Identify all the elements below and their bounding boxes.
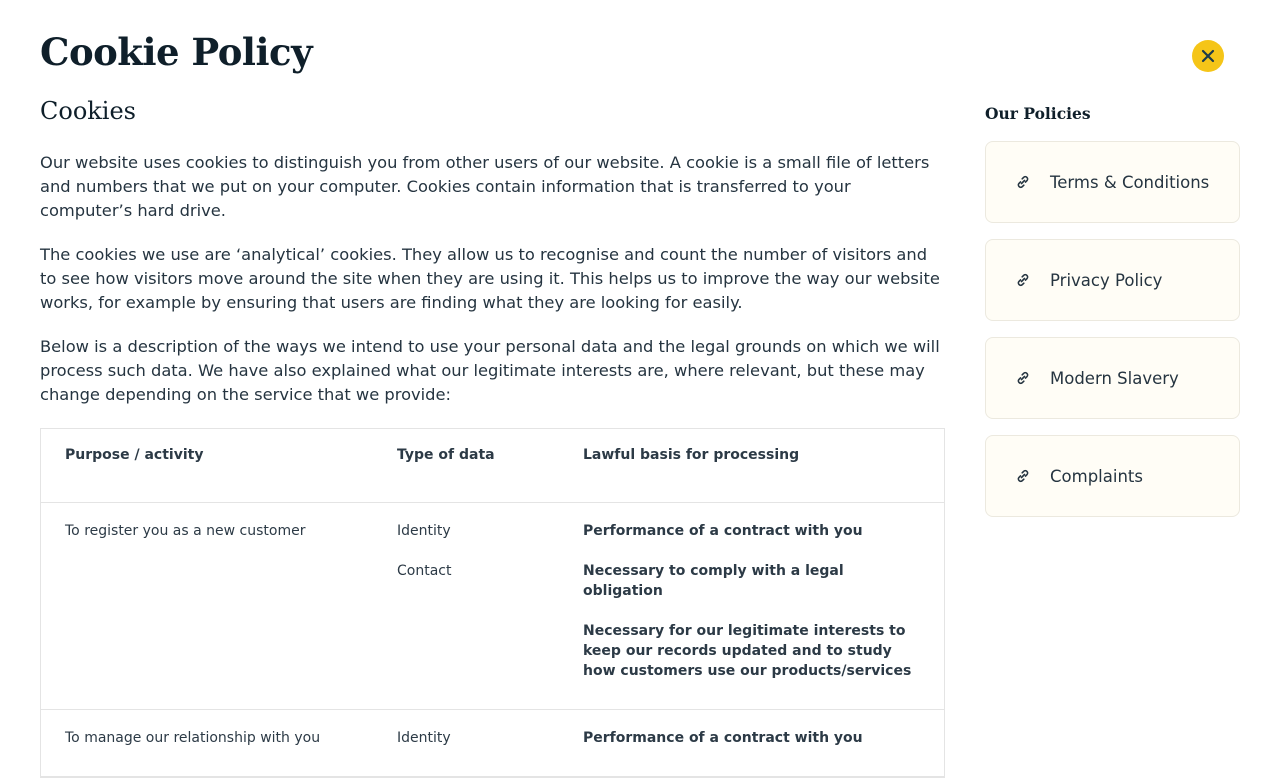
close-icon <box>1201 49 1215 63</box>
link-icon <box>1014 369 1032 387</box>
data-type: Contact <box>397 563 452 579</box>
paragraph: Below is a description of the ways we intend to use your personal data and the legal grounds on which we will process such data. We have also explained what our legitimate interests are, where relevant, but these may change depending on the service that we provide: <box>40 337 940 404</box>
data-processing-table <box>40 428 945 778</box>
column-header-purpose: Purpose / activity <box>65 447 204 463</box>
page-title: Cookie Policy <box>40 30 313 74</box>
data-type-cell <box>397 521 583 681</box>
purpose-cell <box>41 728 397 748</box>
policy-link-label: Modern Slavery <box>1050 368 1179 388</box>
policy-content <box>40 151 945 427</box>
link-icon <box>1014 467 1032 485</box>
policy-link-modern-slavery[interactable] <box>985 337 1240 419</box>
sidebar-title: Our Policies <box>985 104 1091 123</box>
column-header-type: Type of data <box>397 447 495 463</box>
policies-sidebar <box>985 104 1240 533</box>
data-type-cell <box>397 728 583 748</box>
policy-link-label: Terms & Conditions <box>1050 172 1210 192</box>
paragraph: Our website uses cookies to distinguish you from other users of our website. A cookie is a small file of letters and numbers that we put on your computer. Cookies contain information that is transferred to your computer’s hard drive. <box>40 153 930 220</box>
purpose-cell <box>41 521 397 681</box>
policy-link-label: Complaints <box>1050 466 1143 486</box>
lawful-basis: Performance of a contract with you <box>583 523 863 539</box>
lawful-basis-cell <box>583 521 944 681</box>
lawful-basis: Necessary for our legitimate interests to keep our records updated and to study how customers use our products/services <box>583 623 912 679</box>
data-type: Identity <box>397 730 451 746</box>
column-header-lawful-basis: Lawful basis for processing <box>583 447 800 463</box>
purpose-text: To register you as a new customer <box>65 523 306 539</box>
policy-link-complaints[interactable] <box>985 435 1240 517</box>
policy-link-privacy[interactable] <box>985 239 1240 321</box>
table-header-row <box>41 429 944 503</box>
link-icon <box>1014 271 1032 289</box>
data-type: Identity <box>397 523 451 539</box>
paragraph: The cookies we use are ‘analytical’ cookies. They allow us to recognise and count the number of visitors and to see how visitors move around the site when they are using it. This helps us to improve the way our website works, for example by ensuring that users are finding what they are looking for easily. <box>40 245 940 312</box>
purpose-text: To manage our relationship with you <box>65 730 321 746</box>
close-button[interactable] <box>1192 40 1224 72</box>
lawful-basis: Performance of a contract with you <box>583 730 863 746</box>
lawful-basis: Necessary to comply with a legal obligation <box>583 563 844 599</box>
policy-link-label: Privacy Policy <box>1050 270 1163 290</box>
link-icon <box>1014 173 1032 191</box>
lawful-basis-cell <box>583 728 944 748</box>
section-title: Cookies <box>40 97 136 125</box>
table-row <box>41 710 944 777</box>
table-row <box>41 503 944 710</box>
policy-link-terms[interactable] <box>985 141 1240 223</box>
